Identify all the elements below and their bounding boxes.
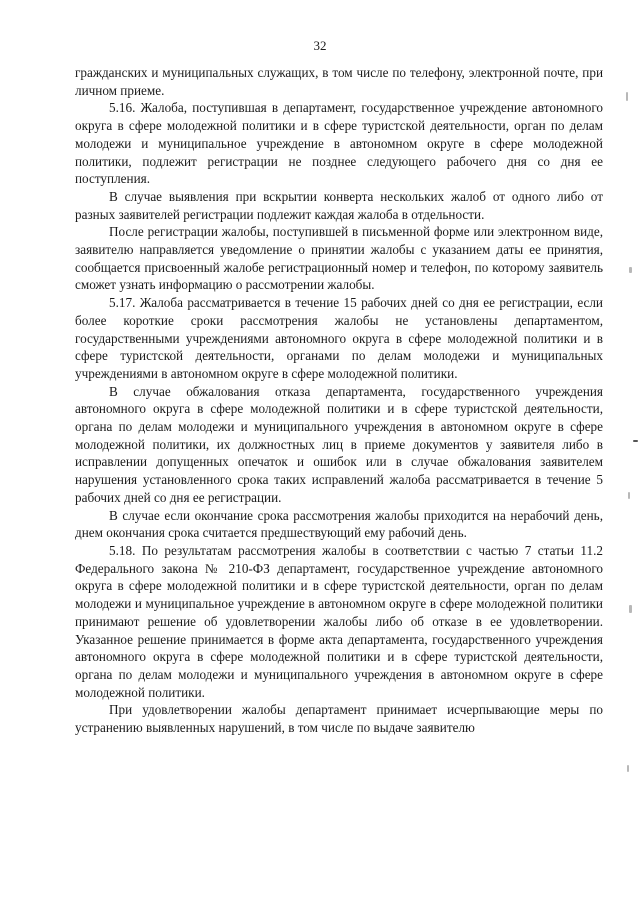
paragraph-multiple-complaints: В случае выявления при вскрытии конверта нескольких жалоб от одного либо от разных заявителей регистрации подлежит каждая жалоба в отдельности. — [75, 188, 603, 222]
scan-artifact — [626, 92, 628, 101]
scan-artifact — [628, 492, 630, 499]
paragraph-non-working-day: В случае если окончание срока рассмотрения жалобы приходится на нерабочий день, днем окончания срока считается предшествующий ему рабочий день. — [75, 507, 603, 541]
paragraph-satisfaction-measures: При удовлетворении жалобы департамент принимает исчерпывающие меры по устранению выявленных нарушений, в том числе по выдаче заявителю — [75, 702, 603, 736]
scan-artifact — [629, 267, 632, 273]
paragraph-continuation: гражданских и муниципальных служащих, в том числе по телефону, электронной почте, при личном приеме. — [75, 65, 603, 98]
paragraph-5-16: 5.16. Жалоба, поступившая в департамент, государственное учреждение автономного округа в сфере молодежной политики и в сфере туристской деятельности, орган по делам молодежи и муниципальное учреждение в автономном округе в сфере молодежной политики, подлежит регистрации не позднее следующего рабочего дня со дня ее поступления. — [75, 100, 603, 187]
scan-artifact — [629, 605, 632, 613]
paragraph-registration-notice: После регистрации жалобы, поступившей в письменной форме или электронном виде, заявителю направляется уведомление о принятии жалобы с указанием даты ее принятия, сообщается присвоенный жалобе регистрационный номер и телефон, по которому заявитель сможет узнать информацию о рассмотрении жалобы. — [75, 224, 603, 293]
paragraph-refusal-appeal: В случае обжалования отказа департамента, государственного учреждения автономного округа в сфере молодежной политики и в сфере туристской деятельности, органа по делам молодежи и муниципального учреждения в автономном округе в сфере молодежной политики, их должностных лиц в приеме документов у заявителя либо в исправлении допущенных опечаток и ошибок или в случае обжалования заявителем нарушения установленного срока таких исправлений жалоба рассматривается в течение 5 рабочих дней со дня ее регистрации. — [75, 383, 603, 505]
scan-artifact — [627, 765, 629, 772]
paragraph-5-17: 5.17. Жалоба рассматривается в течение 15 рабочих дней со дня ее регистрации, если более короткие сроки рассмотрения жалобы не установлены департаментом, государственными учреждениями автономного округа в сфере молодежной политики и в сфере туристской деятельности, органами по делам молодежи и муниципальных учреждениями в автономном округе в сфере молодежной политики. — [75, 295, 603, 381]
document-text — [75, 64, 603, 737]
paragraph-5-18: 5.18. По результатам рассмотрения жалобы в соответствии с частью 7 статьи 11.2 Федерального закона № 210-ФЗ департамент, государственное учреждение автономного округа в сфере молодежной политики и в сфере туристской деятельности, орган по делам молодежи и муниципальное учреждение в автономном округе в сфере молодежной политики принимают решение об удовлетворении жалобы либо об отказе в ее удовлетворении. Указанное решение принимается в форме акта департамента, государственного учреждения автономного округа в сфере молодежной политики и в сфере туристской деятельности, органа по делам молодежи и муниципального учреждения в автономном округе в сфере молодежной политики. — [75, 542, 603, 700]
page-number: 32 — [313, 38, 327, 53]
scan-artifact — [633, 440, 638, 442]
